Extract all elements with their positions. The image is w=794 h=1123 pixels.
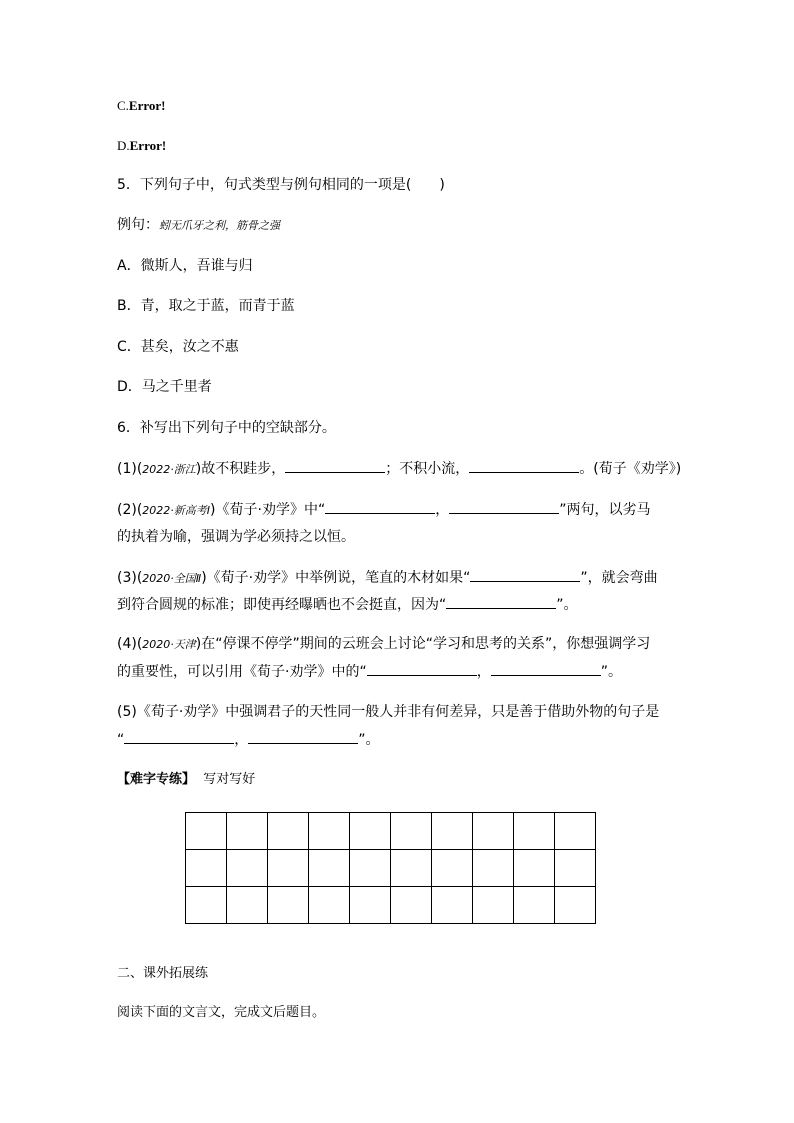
item-text: “ — [117, 732, 125, 748]
item-source: 2020·天津 — [142, 638, 196, 651]
grid-cell[interactable] — [268, 813, 309, 850]
grid-cell[interactable] — [432, 850, 473, 887]
option-text: Error! — [129, 138, 167, 153]
grid-cell[interactable] — [309, 813, 350, 850]
answer-blank[interactable] — [285, 458, 385, 473]
grid-cell[interactable] — [514, 813, 555, 850]
grid-cell[interactable] — [309, 850, 350, 887]
section-title: 二、课外拓展练 — [117, 966, 209, 981]
q6-item-4 — [117, 634, 650, 655]
grid-cell[interactable] — [227, 850, 268, 887]
grid-cell[interactable] — [186, 850, 227, 887]
option-c — [117, 96, 166, 116]
writing-grid — [185, 812, 596, 924]
answer-blank[interactable] — [449, 499, 559, 514]
item-text: 。(荀子《劝学》) — [579, 461, 682, 477]
answer-blank[interactable] — [248, 729, 358, 744]
answer-blank[interactable] — [325, 499, 435, 514]
answer-blank[interactable] — [124, 729, 234, 744]
item-source: 2022·浙江 — [142, 463, 196, 476]
item-number: (1)( — [117, 461, 143, 477]
item-text: ”，就会弯曲 — [580, 570, 658, 586]
q5-stem: 5．下列句子中，句式类型与例句相同的一项是( ) — [117, 177, 445, 193]
answer-blank[interactable] — [491, 661, 601, 676]
item-text: ；不积小流， — [385, 461, 470, 477]
grid-cell[interactable] — [186, 813, 227, 850]
example-label: 例句： — [117, 217, 159, 233]
item-number: (3)( — [117, 570, 143, 586]
item-text: ， — [476, 664, 491, 680]
q5-option-a: A．微斯人，吾谁与归 — [117, 258, 253, 274]
item-text: ”。 — [556, 597, 578, 613]
grid-row — [186, 813, 596, 850]
item-number: (4)( — [117, 636, 143, 652]
item-text: ”两句，以劣马 — [559, 502, 651, 518]
q6-item-5-cont — [117, 729, 380, 750]
grid-cell[interactable] — [391, 887, 432, 924]
item-text: ， — [435, 502, 450, 518]
option-d — [117, 136, 166, 156]
grid-cell[interactable] — [227, 813, 268, 850]
practice-heading — [117, 770, 255, 790]
example-text: 蚓无爪牙之利，筋骨之强 — [159, 219, 280, 232]
answer-blank[interactable] — [367, 661, 477, 676]
q6-item-4-cont — [117, 661, 622, 682]
answer-blank[interactable] — [470, 567, 580, 582]
practice-text: 写对写好 — [203, 772, 256, 787]
item-text: 的重要性，可以引用《荀子·劝学》中的“ — [117, 664, 367, 680]
item-text: ， — [234, 732, 249, 748]
grid-cell[interactable] — [227, 887, 268, 924]
q6-stem: 6．补写出下列句子中的空缺部分。 — [117, 420, 336, 436]
grid-cell[interactable] — [268, 850, 309, 887]
item-text: ”。 — [600, 664, 622, 680]
item-text: )《荀子·劝学》中“ — [210, 502, 326, 518]
item-text: )在“停课不停学”期间的云班会上讨论“学习和思考的关系”，你想强调学习 — [195, 636, 651, 652]
item-number: (5) — [117, 704, 137, 720]
item-text: 到符合圆规的标准；即使再经曝晒也不会挺直，因为“ — [117, 597, 447, 613]
grid-row — [186, 850, 596, 887]
grid-cell[interactable] — [514, 850, 555, 887]
q5-option-d: D．马之千里者 — [117, 379, 212, 395]
q6-item-2 — [117, 499, 650, 521]
q5-option-c: C．甚矣，汝之不惠 — [117, 339, 239, 355]
grid-cell[interactable] — [391, 813, 432, 850]
grid-cell[interactable] — [432, 813, 473, 850]
option-letter: C. — [117, 98, 129, 113]
grid-cell[interactable] — [186, 887, 227, 924]
option-text: Error! — [128, 98, 166, 113]
grid-cell[interactable] — [555, 850, 596, 887]
section-instruction: 阅读下面的文言文，完成文后题目。 — [117, 1005, 326, 1020]
q5-example — [117, 215, 280, 236]
answer-blank[interactable] — [469, 458, 579, 473]
grid-cell[interactable] — [555, 887, 596, 924]
item-number: (2)( — [117, 502, 143, 518]
grid-cell[interactable] — [350, 887, 391, 924]
grid-cell[interactable] — [555, 813, 596, 850]
grid-cell[interactable] — [473, 887, 514, 924]
item-text: ”。 — [358, 732, 380, 748]
q6-item-3-cont — [117, 594, 578, 615]
grid-cell[interactable] — [514, 887, 555, 924]
grid-cell[interactable] — [473, 850, 514, 887]
q6-item-2-cont: 的执着为喻，强调为学必须持之以恒。 — [117, 529, 355, 545]
grid-cell[interactable] — [350, 850, 391, 887]
grid-row — [186, 887, 596, 924]
grid-cell[interactable] — [309, 887, 350, 924]
item-text: )故不积跬步， — [195, 461, 286, 477]
item-source: 2020·全国Ⅱ — [142, 572, 202, 585]
q6-item-3 — [117, 567, 658, 589]
item-source: 2022·新高考Ⅰ — [142, 504, 211, 517]
option-letter: D. — [117, 138, 130, 153]
item-text: 《荀子·劝学》中强调君子的天性同一般人并非有何差异，只是善于借助外物的句子是 — [136, 704, 660, 720]
item-text: )《荀子·劝学》中举例说，笔直的木材如果“ — [201, 570, 471, 586]
grid-cell[interactable] — [268, 887, 309, 924]
grid-cell[interactable] — [350, 813, 391, 850]
q5-option-b: B．青，取之于蓝，而青于蓝 — [117, 298, 295, 314]
grid-cell[interactable] — [432, 887, 473, 924]
practice-label: 【难字专练】 — [117, 772, 196, 787]
q6-item-5 — [117, 702, 659, 722]
grid-cell[interactable] — [473, 813, 514, 850]
q6-item-1 — [117, 458, 681, 480]
grid-cell[interactable] — [391, 850, 432, 887]
answer-blank[interactable] — [446, 594, 556, 609]
